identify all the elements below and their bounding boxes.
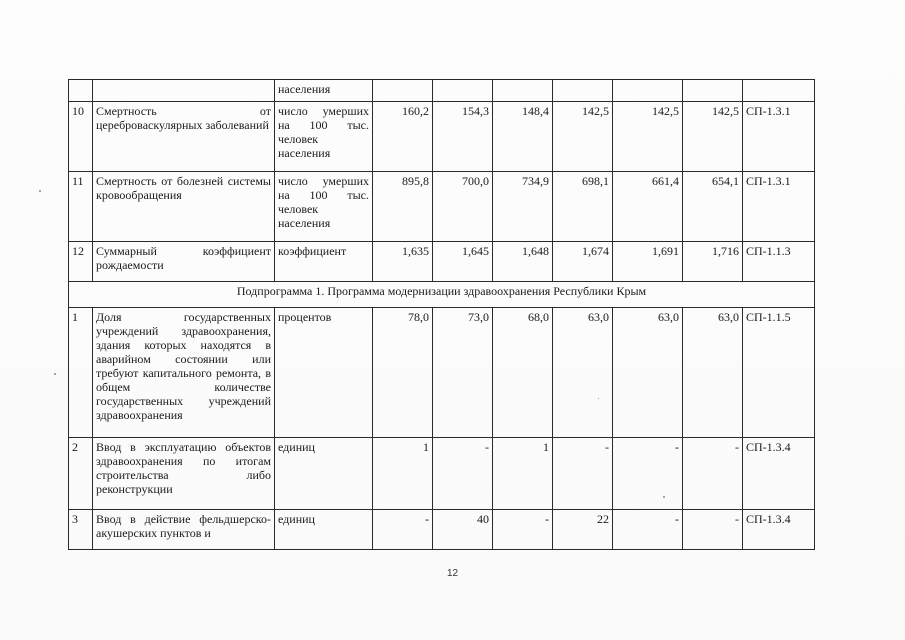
table-row <box>69 242 815 282</box>
cell-unit: коэффициент <box>275 242 373 282</box>
cell-value: 68,0 <box>493 308 553 438</box>
cell-value: 142,5 <box>683 102 743 172</box>
cell-unit: единиц <box>275 438 373 510</box>
cell-value: 154,3 <box>433 102 493 172</box>
cell-value: 63,0 <box>683 308 743 438</box>
cell-value: 1,635 <box>373 242 433 282</box>
cell-name: Смертность от болезней системы кровообращения <box>93 172 275 242</box>
cell-name <box>93 80 275 102</box>
cell-num: 2 <box>69 438 93 510</box>
subprogram-title: Подпрограмма 1. Программа модернизации здравоохранения Республики Крым <box>69 282 815 308</box>
cell-value: 734,9 <box>493 172 553 242</box>
cell-value: 148,4 <box>493 102 553 172</box>
cell-value: 700,0 <box>433 172 493 242</box>
table-row <box>69 438 815 510</box>
cell-unit: населения <box>275 80 373 102</box>
cell-name: Суммарный коэффициент рождаемости <box>93 242 275 282</box>
cell-value: - <box>433 438 493 510</box>
table-row <box>69 102 815 172</box>
cell-unit: число умерших на 100 тыс. человек населения <box>275 102 373 172</box>
cell-value: - <box>613 438 683 510</box>
cell-value: 1 <box>373 438 433 510</box>
table-row-fragment <box>69 80 815 102</box>
cell-num: 11 <box>69 172 93 242</box>
cell-value: - <box>373 510 433 550</box>
table-row <box>69 172 815 242</box>
cell-value: 63,0 <box>613 308 683 438</box>
cell-unit: число умерших на 100 тыс. человек населения <box>275 172 373 242</box>
cell-value: 78,0 <box>373 308 433 438</box>
cell-name: Доля государственных учреждений здравоохранения, здания которых находятся в аварийном состоянии или требуют капитального ремонта, в общем количестве государственных учреждений здравоохранения <box>93 308 275 438</box>
subprogram-header-row <box>69 282 815 308</box>
cell-value: - <box>683 438 743 510</box>
cell-num: 12 <box>69 242 93 282</box>
cell-value: - <box>553 438 613 510</box>
cell-num <box>69 80 93 102</box>
cell-name: Ввод в эксплуатацию объектов здравоохранения по итогам строительства либо реконструкции <box>93 438 275 510</box>
cell-value: 1,648 <box>493 242 553 282</box>
cell-value: 654,1 <box>683 172 743 242</box>
cell-value: 1,645 <box>433 242 493 282</box>
cell-ref: СП-1.3.4 <box>743 510 815 550</box>
table-row <box>69 510 815 550</box>
cell-ref: СП-1.3.4 <box>743 438 815 510</box>
cell-value: 40 <box>433 510 493 550</box>
page-number: 12 <box>446 568 459 579</box>
cell-num: 3 <box>69 510 93 550</box>
cell-value: 1,674 <box>553 242 613 282</box>
cell-name: Ввод в действие фельдшерско-акушерских пунктов и <box>93 510 275 550</box>
cell-value: 142,5 <box>553 102 613 172</box>
cell-ref: СП-1.3.1 <box>743 172 815 242</box>
cell-value: 661,4 <box>613 172 683 242</box>
cell-num: 1 <box>69 308 93 438</box>
cell-ref: СП-1.3.1 <box>743 102 815 172</box>
scan-speck <box>598 398 599 399</box>
cell-value: - <box>613 510 683 550</box>
cell-value: 1 <box>493 438 553 510</box>
scan-speck <box>39 190 41 192</box>
cell-value: 160,2 <box>373 102 433 172</box>
cell-value: 698,1 <box>553 172 613 242</box>
cell-unit: единиц <box>275 510 373 550</box>
cell-ref: СП-1.1.3 <box>743 242 815 282</box>
scan-speck <box>54 373 56 375</box>
indicators-table <box>68 79 815 550</box>
cell-value: - <box>493 510 553 550</box>
cell-value: - <box>683 510 743 550</box>
cell-unit: процентов <box>275 308 373 438</box>
table-row <box>69 308 815 438</box>
cell-value: 1,716 <box>683 242 743 282</box>
cell-name: Смертность от цереброваскулярных заболеваний <box>93 102 275 172</box>
cell-num: 10 <box>69 102 93 172</box>
cell-value: 73,0 <box>433 308 493 438</box>
cell-ref: СП-1.1.5 <box>743 308 815 438</box>
cell-value: 895,8 <box>373 172 433 242</box>
cell-value: 63,0 <box>553 308 613 438</box>
cell-value: 1,691 <box>613 242 683 282</box>
scan-speck <box>663 496 665 498</box>
cell-value: 142,5 <box>613 102 683 172</box>
cell-value: 22 <box>553 510 613 550</box>
